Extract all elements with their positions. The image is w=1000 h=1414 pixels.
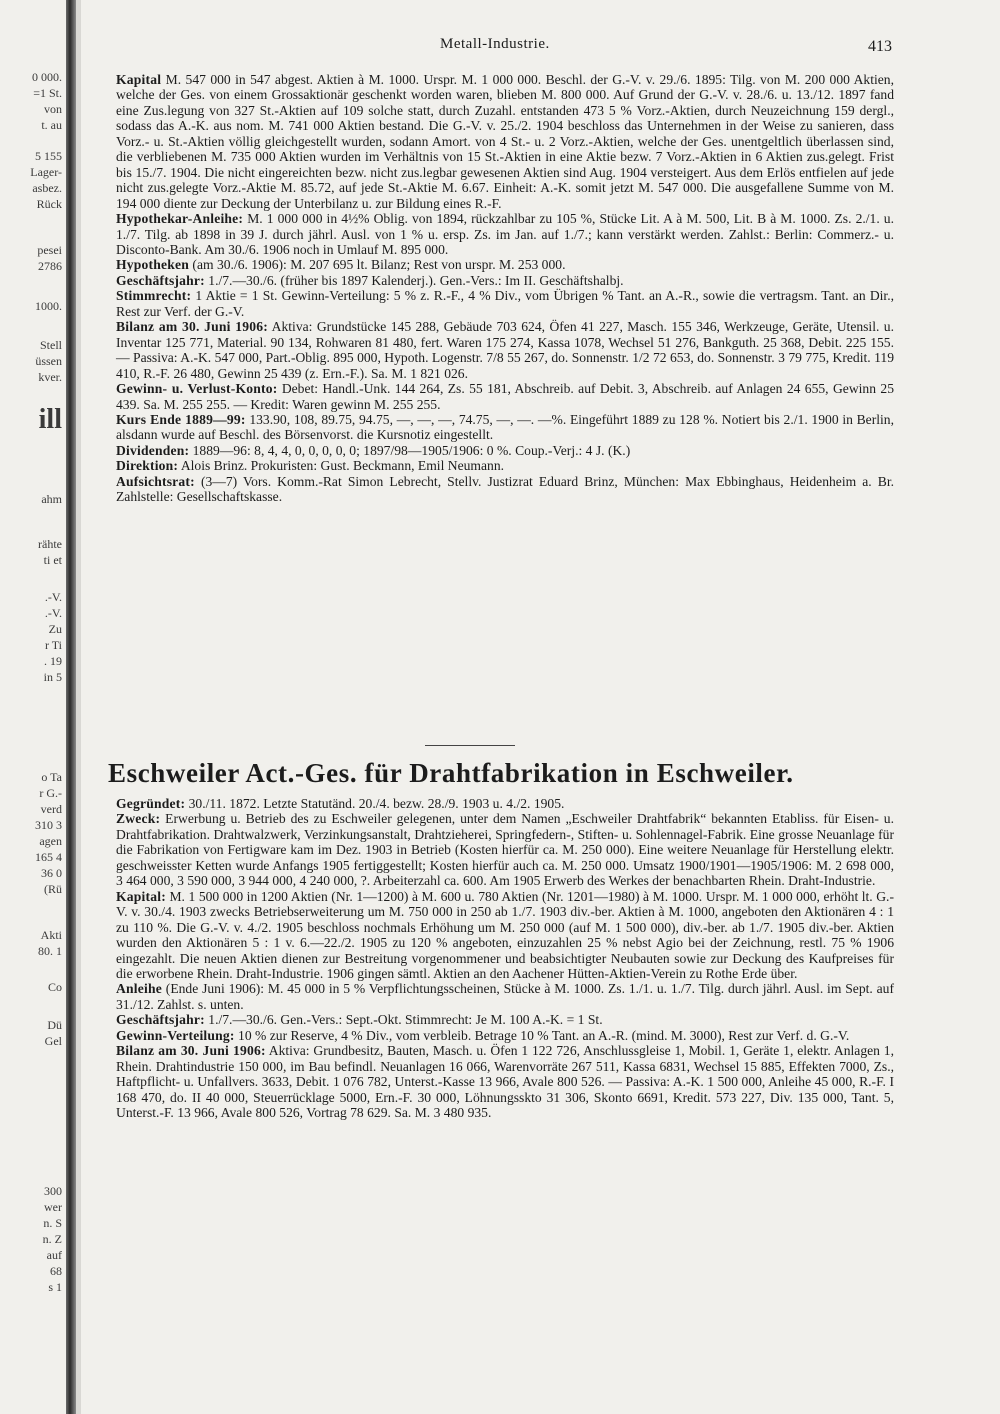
gutter-fragment: 165 4 <box>35 850 62 864</box>
paragraph-text: (am 30./6. 1906): M. 207 695 lt. Bilanz; Rest von urspr. M. 253 000. <box>189 257 566 273</box>
gutter-fragment: 5 155 <box>35 149 62 163</box>
gutter-fragment: . 19 <box>44 654 62 668</box>
paragraph-heading: Kapital: <box>116 888 166 904</box>
gutter-fragment: auf <box>46 1248 62 1262</box>
gutter-fragment: .-V. <box>44 590 62 604</box>
gutter-fragment: Co <box>47 980 62 994</box>
book-spine-shadow <box>66 0 76 1414</box>
paragraph-heading: Zweck: <box>116 811 161 827</box>
paragraph-text: (Ende Juni 1906): M. 45 000 in 5 % Verpflichtungsscheinen, Stücke à M. 1000. Zs. 1./1. u. 1./7. Tilg. durch jährl. Ausl. im Sept. auf 31./12. Zahlst. s. unten. <box>116 981 894 1012</box>
paragraph-heading: Direktion: <box>116 458 179 474</box>
paragraph <box>116 72 894 211</box>
paragraph-text: 1./7.—30./6. Gen.-Vers.: Sept.-Okt. Stimmrecht: Je M. 100 A.-K. = 1 St. <box>204 1012 603 1028</box>
paragraph-heading: Geschäftsjahr: <box>116 272 205 288</box>
paragraph <box>116 811 894 888</box>
paragraph-heading: Stimmrecht: <box>116 288 192 304</box>
paragraph-heading: Gegründet: <box>116 796 186 811</box>
gutter-fragment: von <box>44 102 62 116</box>
page-number: 413 <box>868 38 892 55</box>
paragraph-text: 1889—96: 8, 4, 4, 0, 0, 0, 0, 0; 1897/98—1905/1906: 0 %. Coup.-Verj.: 4 J. (K.) <box>189 442 631 458</box>
paragraph-text: Aktiva: Grundbesitz, Bauten, Masch. u. Öfen 1 122 726, Anschlussgleise 1, Mobil. 1, Geräte 1, elektr. Anlagen 1, Rhein. Drahtindustrie 150 000, im Bau befindl. Neuanlagen 16 066, Warenvorräte 267 511, Kassa 6831, Wechsel 15 885, Effekten 7000, Zs., Haftpflicht- u. Unfallvers. 3633, Debit. 1 076 782, Unterst.-Kasse 13 966, Avale 800 526. — Passiva: A.-K. 1 500 000, Anleihe 45 000, R.-F. I 168 470, do. II 40 000, Steuerrücklage 5000, Ern.-F. 30 000, Löhnungsskto 31 306, Skonto 6691, Kredit. 573 227, Div. 135 000, Tant. 5, Unterst.-F. 13 966, Avale 800 526, Vortrag 78 629. Sa. M. 3 480 935. <box>116 1043 894 1121</box>
gutter-fragment: ahm <box>41 492 62 506</box>
gutter-fragment: Dü <box>47 1018 62 1032</box>
gutter-fragment: ill <box>38 404 62 435</box>
gutter-fragment: 2786 <box>38 259 62 273</box>
gutter-fragment: üssen <box>35 354 62 368</box>
gutter-fragment: =1 St. <box>33 86 62 100</box>
gutter-fragment: Rück <box>36 197 62 211</box>
paragraph <box>116 1028 894 1043</box>
paragraph-text: (3—7) Vors. Komm.-Rat Simon Lebrecht, Stellv. Justizrat Eduard Brinz, München: Max Ebbinghaus, Heidenheim a. Br. Zahlstelle: Gesellschaftskasse. <box>116 473 894 505</box>
paragraph-heading: Bilanz am 30. Juni 1906: <box>116 1043 266 1059</box>
paragraph <box>116 319 894 381</box>
paragraph-text: M. 1 000 000 in 4½% Oblig. von 1894, rückzahlbar zu 105 %, Stücke Lit. A à M. 500, Lit. B à M. 1000. Zs. 2./1. u. 1./7. Tilg. ab 1898 in 39 J. durch jährl. Ausl. von 1 % u. ersp. Zs. im Jan. auf 1./7.; kann verstärkt werden. Zahlst.: Berlin: Commerz.- u. Disconto-Bank. Am 30./6. 1906 noch in Umlauf M. 895 000. <box>116 211 894 257</box>
paragraph-heading: Anleihe <box>116 981 162 997</box>
paragraph-heading: Kurs Ende 1889—99: <box>116 411 246 427</box>
company-title: Eschweiler Act.-Ges. für Drahtfabrikation in Eschweiler. <box>108 758 794 788</box>
gutter-fragment: 300 <box>44 1184 62 1198</box>
paragraph <box>116 796 894 811</box>
gutter-fragment: (Rü <box>44 882 62 896</box>
gutter-fragment: wer <box>44 1200 62 1214</box>
gutter-fragment: kver. <box>38 370 62 384</box>
paragraph-text: 30./11. 1872. Letzte Statutänd. 20./4. bezw. 28./9. 1903 u. 4./2. 1905. <box>185 796 565 811</box>
paragraph-text: 10 % zur Reserve, 4 % Div., vom verbleib. Betrage 10 % Tant. an A.-R. (mind. M. 3000), Rest zur Verf. d. G.-V. <box>234 1027 850 1043</box>
gutter-fragment: 1000. <box>35 299 62 313</box>
paragraph <box>116 257 894 272</box>
paragraph <box>116 288 894 319</box>
paragraph <box>116 443 894 458</box>
paragraph-heading: Geschäftsjahr: <box>116 1012 205 1028</box>
gutter-fragment: ti et <box>43 553 62 567</box>
paragraph-heading: Gewinn- u. Verlust-Konto: <box>116 381 278 397</box>
paragraph-text: Aktiva: Grundstücke 145 288, Gebäude 703 624, Öfen 41 227, Masch. 155 346, Werkzeuge, Geräte, Utensil. u. Inventar 125 771, Material. 90 134, Rohwaren 81 480, fert. Waren 175 274, Kassa 1078, Wechsel 51 276, Bankguth. 25 368, Debit. 225 155. — Passiva: A.-K. 547 000, Part.-Oblig. 895 000, Hypoth. Logenstr. 7/8 55 267, do. Sonnenstr. 1/2 72 653, do. Sonnenstr. 3 79 775, Kredit. 119 410, R.-F. 26 480, Gewinn 25 439 (z. Ern.-F.). Sa. M. 1 821 026. <box>116 319 894 381</box>
section-divider <box>425 745 515 746</box>
gutter-fragment: .-V. <box>44 606 62 620</box>
paragraph-text: Debet: Handl.-Unk. 144 264, Zs. 55 181, Abschreib. auf Debit. 3, Abschreib. auf Anlagen 24 655, Gewinn 25 439. Sa. M. 255 255. — Kredit: Waren gewinn M. 255 255. <box>116 381 894 412</box>
paragraph-text: M. 1 500 000 in 1200 Aktien (Nr. 1—1200) à M. 600 u. 780 Aktien (Nr. 1201—1980) à M. 1000. Urspr. M. 1 000 000, erhöht lt. G.-V. v. 30./4. 1903 zwecks Betriebserweiterung um M. 750 000 in 250 ab 1./7. 1903 div.-ber. Aktien à M. 1000, angeboten den Aktionären 4 : 1 zu 110 %. Die G.-V. v. 4./2. 1905 beschloss nochmals Erhöhung um M. 250 000 (auf M. 1 500 000), div.-ber. ab 1./7. 1905 div.-ber. Aktien wurden den Aktionären 5 : 1 v. 6.—22./2. 1905 zu 120 % angeboten, einzuzahlen 25 % nebst Agio bei der Zeichnung, restl. 75 % 1906 eingezahlt. Die neuen Aktien dienen zur Bestreitung vorgenommener und beabsichtigter Neubauten sowie zur Deckung des Kaufpreises für die erworbene Rhein. Draht-Industrie. 1906 gingen sämtl. Aktien an den Aachener Hütten-Aktien-Verein zu Rothe Erde über. <box>116 888 894 981</box>
paragraph <box>116 211 894 257</box>
paragraph-text: 1./7.—30./6. (früher bis 1897 Kalenderj.). Gen.-Vers.: Im II. Geschäftshalbj. <box>204 272 624 288</box>
paragraph-text: 133.90, 108, 89.75, 94.75, —, —, —, 74.75, —, —. —%. Eingeführt 1889 zu 128 %. Notiert bis 2./1. 1900 in Berlin, alsdann wurde auf Beschl. des Börsenvorst. die Kursnotiz eingestellt. <box>116 411 894 443</box>
gutter-fragment: t. au <box>41 118 62 132</box>
gutter-fragment: rähte <box>38 537 62 551</box>
entry-previous-company <box>116 72 894 505</box>
gutter-fragment: in 5 <box>43 670 62 684</box>
paragraph-heading: Gewinn-Verteilung: <box>116 1027 235 1043</box>
facing-page-fragment <box>0 0 66 1414</box>
paragraph-heading: Dividenden: <box>116 442 190 458</box>
entry-eschweiler <box>116 796 894 1121</box>
paragraph-text: Alois Brinz. Prokuristen: Gust. Beckmann, Emil Neumann. <box>178 458 505 474</box>
gutter-fragment: Akti <box>40 928 62 942</box>
gutter-fragment: asbez. <box>32 181 62 195</box>
paragraph <box>116 1012 894 1027</box>
paragraph <box>116 981 894 1012</box>
gutter-fragment: 310 3 <box>35 818 62 832</box>
paragraph-heading: Hypotheken <box>116 257 190 273</box>
gutter-fragment: n. Z <box>42 1232 62 1246</box>
gutter-fragment: Gel <box>44 1034 62 1048</box>
paragraph-text: M. 547 000 in 547 abgest. Aktien à M. 1000. Urspr. M. 1 000 000. Beschl. der G.-V. v. 29./6. 1895: Tilg. von M. 200 000 Aktien, welche der Ges. von einem Grossaktionär geschenkt worden waren, blieben M. 800 000. Auf Grund der G.-V. v. 28./6. u. 13./12. 1897 fand eine Zus.legung von 327 St.-Aktien auf 109 solche statt, durch Zuzahl. entstanden 473 5 % Vorz.-Aktien, durch Neuzeichnung 159 dergl., sodass das A.-K. aus nom. M. 741 000 Aktien bestand. Die G.-V. v. 25./2. 1904 beschloss das Unternehmen in der Weise zu sanieren, dass Vorz.- u. St.-Aktien völlig gleichgestellt wurden, sodann Amort. von 4 St.- u. 2 Vorz.-Aktien, welche der Ges. unentgeltlich überlassen sind, die verbliebenen M. 735 000 Aktien wurden im Verhältnis von 15 St.-Aktien in eine Aktie bezw. 7 Vorz.-Aktien in 6 Aktien zus.gelegt. Frist bis 15./7. 1904. Die nicht eingereichten bezw. nicht zus.legbar gewesenen Aktien sind Aug. 1904 versteigert. Aus dem Erlös entfielen auf jede nicht zus.gelegte Vorz.-Aktie M. 85.72, auf jede St.-Aktie M. 6.67. Einheit: A.-K. somit jetzt M. 547 000. Die ausgefallene Summe von M. 194 000 diente zur Deckung der Unterbilanz u. zur Bildung eines R.-F. <box>116 72 894 211</box>
paragraph-text: Erwerbung u. Betrieb des zu Eschweiler gelegenen, unter dem Namen „Eschweiler Drahtfabrik“ bekannten Etabliss. für Eisen- u. Drahtfabrikation. Drahtwalzwerk, Verzinkungsanstalt, Drahtzieherei, Springfedern-, Stiften- u. Sohlennagel-Fabrik. Eine grosse Neuanlage für die Fabrikation von Fertigware kam im Dez. 1903 in Betrieb (Kosten hierfür ca. M. 250 000). Eine weitere Neuanlage für Herstellung elektr. geschweisster Ketten wurde Anfangs 1905 fertiggestellt; Kosten hierfür auch ca. M. 250 000. Umsatz 1900/1901—1905/1906: M. 2 698 000, 3 464 000, 3 590 000, 3 944 000, 4 240 000, ?. Arbeiterzahl ca. 600. Am 1905 Erwerb des Werkes der benachbarten Rhein. Draht-Industrie. <box>116 811 894 889</box>
gutter-fragment: 36 0 <box>41 866 62 880</box>
page-edge <box>76 0 81 1414</box>
gutter-fragment: r G.- <box>39 786 62 800</box>
paragraph <box>116 1043 894 1120</box>
paragraph <box>116 412 894 443</box>
paragraph <box>116 458 894 473</box>
gutter-fragment: s 1 <box>48 1280 62 1294</box>
gutter-fragment: n. S <box>43 1216 62 1230</box>
gutter-fragment: 0 000. <box>32 70 62 84</box>
gutter-fragment: Lager- <box>30 165 62 179</box>
gutter-fragment: agen <box>39 834 62 848</box>
paragraph <box>116 273 894 288</box>
gutter-fragment: Zu <box>48 622 62 636</box>
gutter-fragment: pesei <box>37 243 62 257</box>
paragraph <box>116 381 894 412</box>
running-head: Metall-Industrie. <box>440 36 550 52</box>
gutter-fragment: 68 <box>50 1264 62 1278</box>
paragraph-heading: Hypothekar-Anleihe: <box>116 211 244 227</box>
paragraph <box>116 474 894 505</box>
paragraph-text: 1 Aktie = 1 St. Gewinn-Verteilung: 5 % z. R.-F., 4 % Div., vom Übrigen % Tant. an A.-R., sowie die vertragsm. Tant. an Dir., Rest zur Verf. der G.-V. <box>116 288 894 319</box>
gutter-fragment: 80. 1 <box>38 944 62 958</box>
gutter-fragment: verd <box>40 802 62 816</box>
paragraph <box>116 889 894 982</box>
paragraph-heading: Bilanz am 30. Juni 1906: <box>116 319 268 335</box>
paragraph-heading: Aufsichtsrat: <box>116 473 195 489</box>
gutter-fragment: Stell <box>39 338 62 352</box>
gutter-fragment: o Ta <box>41 770 62 784</box>
paragraph-heading: Kapital <box>116 72 162 87</box>
gutter-fragment: r Ti <box>44 638 62 652</box>
